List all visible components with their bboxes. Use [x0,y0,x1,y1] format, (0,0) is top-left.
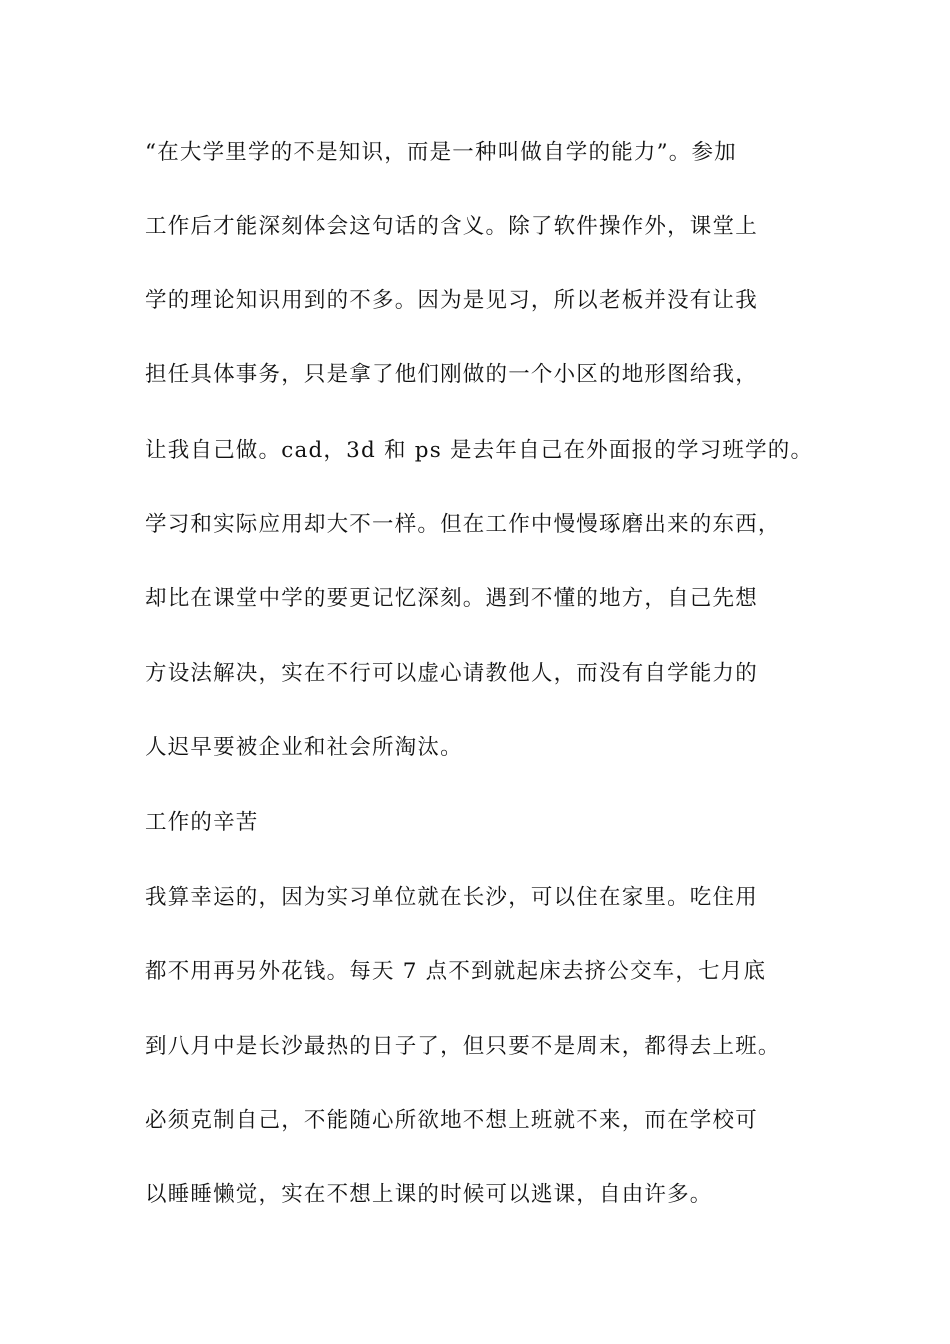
paragraph-line: 让我自己做。cad，3d 和 ps 是去年自己在外面报的学习班学的。 [145,438,814,463]
paragraph-line: 工作后才能深刻体会这句话的含义。除了软件操作外，课堂上 [145,214,758,239]
paragraph-line: 以睡睡懒觉，实在不想上课的时候可以逃课，自由许多。 [145,1182,713,1207]
paragraph-line: “在大学里学的不是知识，而是一种叫做自学的能力”。参加 [145,140,737,165]
paragraph-line: 担任具体事务，只是拿了他们刚做的一个小区的地形图给我， [145,362,758,387]
paragraph-line: 学习和实际应用却大不一样。但在工作中慢慢琢磨出来的东西， [145,512,781,537]
paragraph-line: 人迟早要被企业和社会所淘汰。 [145,735,463,760]
paragraph-line: 我算幸运的，因为实习单位就在长沙，可以住在家里。吃住用 [145,885,758,910]
paragraph-line: 学的理论知识用到的不多。因为是见习，所以老板并没有让我 [145,288,758,313]
paragraph-line: 到八月中是长沙最热的日子了，但只要不是周末，都得去上班。 [145,1034,781,1059]
paragraph-line: 方设法解决，实在不行可以虚心请教他人，而没有自学能力的 [145,661,758,686]
section-heading: 工作的辛苦 [145,810,259,835]
paragraph-line: 都不用再另外花钱。每天 7 点不到就起床去挤公交车，七月底 [145,959,767,984]
paragraph-line: 却比在课堂中学的要更记忆深刻。遇到不懂的地方，自己先想 [145,586,758,611]
paragraph-line: 必须克制自己，不能随心所欲地不想上班就不来，而在学校可 [145,1108,758,1133]
